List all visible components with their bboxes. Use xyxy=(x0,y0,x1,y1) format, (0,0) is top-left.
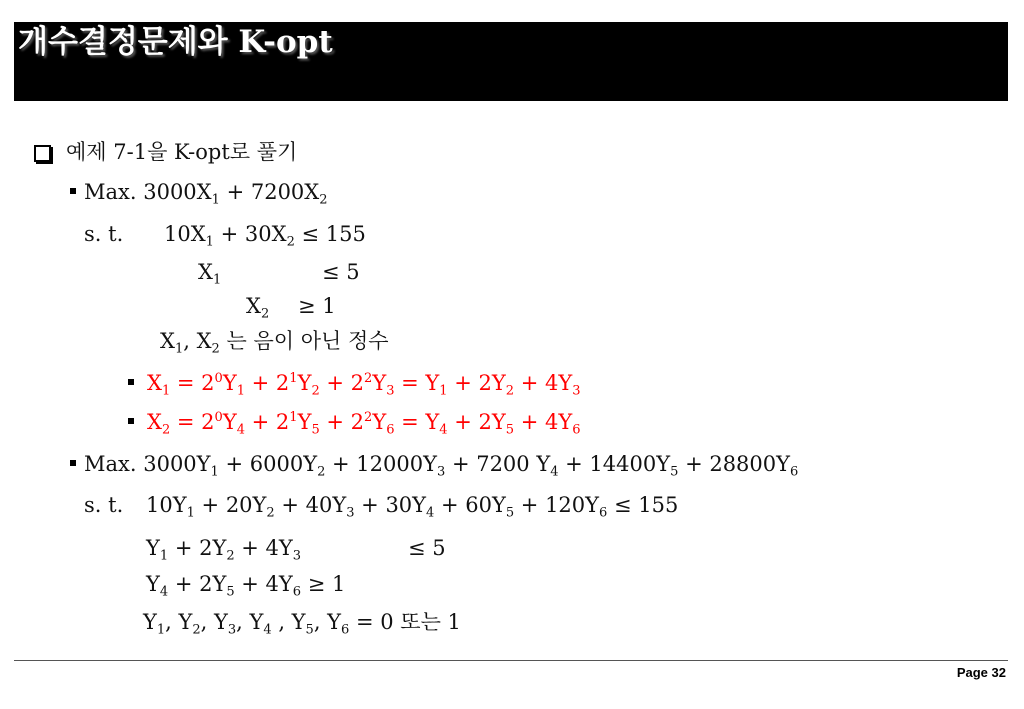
square-bullet-icon xyxy=(70,188,76,194)
substitution-x2: $X_2 = 2^0Y_4 + 2^1Y_5 + 2^2Y_6 = Y_4 + 2Y_5 + 4Y_6$ xyxy=(147,410,581,438)
objective-2: Max. $3000Y_1 + 6000Y_2 + 12000Y_3 + 7200$ $Y_4 + 14400Y_5 + 28800Y_6$ xyxy=(84,452,799,480)
square-bullet-icon xyxy=(128,379,134,385)
constraint-2-1: s. t. $10Y_1 + 20Y_2 + 40Y_3 + 30Y_4 + 60Y_5 + 120Y_6 \le 155$ xyxy=(84,493,679,521)
objective-1: Max. $3000X_1 + 7200X_2$ xyxy=(84,180,328,208)
substitution-x1: $X_1 = 2^0Y_1 + 2^1Y_2 + 2^2Y_3 = Y_1 + 2Y_2 + 4Y_3$ xyxy=(147,371,581,399)
section-heading: 예제 7-1을 K-opt로 풀기 xyxy=(66,140,298,164)
slide-title: 개수결정문제와 K-opt xyxy=(18,24,333,60)
constraint-1-1: s. t. $10X_1 + 30X_2 \le 155$ xyxy=(84,222,366,250)
constraint-2-2: $Y_1 + 2Y_2 + 4Y_3$ ≤ 5 xyxy=(146,536,446,564)
footer-divider xyxy=(14,660,1008,661)
constraint-1-2: $X_1$ ≤ 5 xyxy=(198,260,360,288)
constraint-2-3: $Y_4 + 2Y_5 + 4Y_6 \ge 1$ xyxy=(146,572,346,600)
constraint-1-3: $X_2$ ≥ 1 xyxy=(246,294,336,322)
constraint-2-4: $Y_1$, $Y_2$, $Y_3$, $Y_4$ , $Y_5$, $Y_6 = 0$ 또는 1 xyxy=(143,610,461,638)
square-bullet-icon xyxy=(128,418,134,424)
checkbox-bullet-icon xyxy=(34,145,51,162)
square-bullet-icon xyxy=(70,460,76,466)
page-number: Page 32 xyxy=(956,665,1006,680)
constraint-1-4: $X_1$, $X_2$ 는 음이 아닌 정수 xyxy=(160,329,389,357)
